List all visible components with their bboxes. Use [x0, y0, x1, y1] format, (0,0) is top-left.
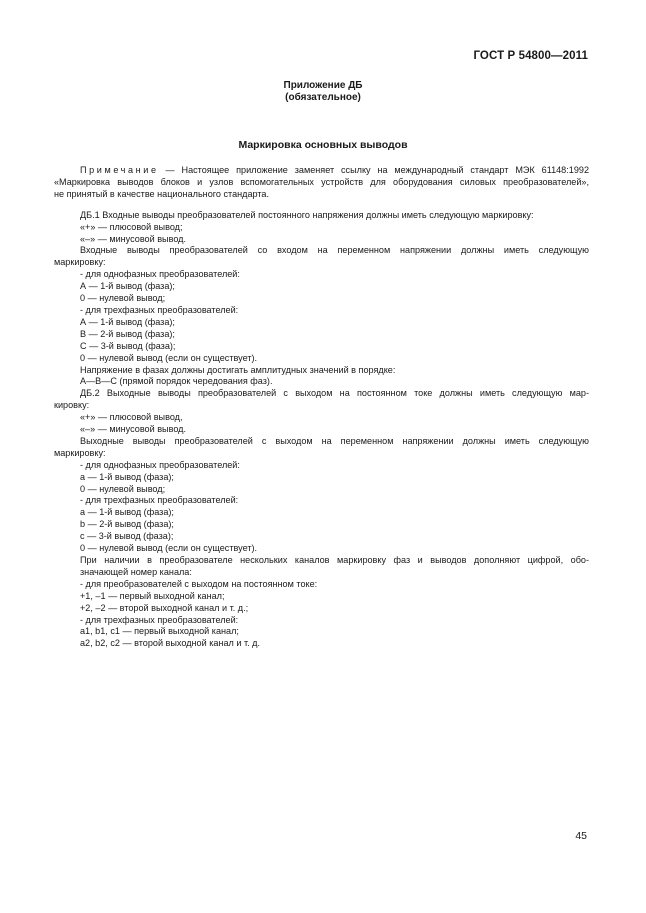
paragraph-line: ДБ.1 Входные выводы преобразователей постоянного напряжения должны иметь следующую маркировку:	[80, 209, 534, 220]
paragraph-line: «–» — минусовой вывод.	[80, 424, 187, 435]
paragraph-line: «+» — плюсовой вывод;	[80, 221, 183, 232]
appendix-title: Приложение ДБ	[283, 80, 363, 91]
paragraph-line: с — 3-й вывод (фаза);	[80, 531, 174, 542]
note-line: не принятый в качестве национального стандарта.	[54, 188, 270, 199]
paragraph-line: маркировку:	[54, 447, 106, 458]
paragraph-line: a1, b1, c1 — первый выходной канал;	[80, 626, 239, 637]
appendix-heading	[0, 80, 646, 104]
paragraph-line: «–» — минусовой вывод.	[80, 233, 187, 244]
paragraph-line: значающей номер канала:	[80, 566, 192, 577]
document-body	[54, 165, 589, 650]
paragraph-line: 0 — нулевой вывод (если он существует).	[80, 543, 258, 554]
paragraph-line: С — 3-й вывод (фаза);	[80, 340, 176, 351]
paragraph-line: +2, –2 — второй выходной канал и т. д.;	[80, 602, 249, 613]
paragraph-line: 0 — нулевой вывод (если он существует).	[80, 352, 258, 363]
paragraph-line: Входные выводы преобразователей со входом на переменном напряжении должны иметь следующую	[80, 245, 589, 256]
paragraph-line: ДБ.2 Выходные выводы преобразователей с выходом на постоянном токе должны иметь следующую мар-	[80, 388, 589, 399]
note-text: — Настоящее приложение заменяет ссылку на международный стандарт МЭК 61148:1992	[165, 165, 590, 175]
paragraph-line: а — 1-й вывод (фаза);	[80, 471, 174, 482]
note-line	[54, 165, 589, 177]
paragraph-line: 0 — нулевой вывод;	[80, 483, 166, 494]
paragraph-line: a2, b2, c2 — второй выходной канал и т. д.	[80, 638, 261, 649]
paragraph-line: При наличии в преобразователе нескольких каналов маркировку фаз и выводов дополняют цифрой, обо-	[80, 555, 589, 565]
standard-code: ГОСТ Р 54800—2011	[473, 50, 588, 62]
paragraph-line: 0 — нулевой вывод;	[80, 293, 166, 304]
note-label: Примечание	[80, 165, 159, 175]
paragraph-line: - для преобразователей с выходом на постоянном токе:	[80, 578, 318, 589]
paragraph-line: А—В—С (прямой порядок чередования фаз).	[80, 376, 273, 387]
paragraph-line: «+» — плюсовой вывод,	[80, 412, 183, 423]
page-number: 45	[575, 830, 587, 842]
note-line: «Маркировка выводов блоков и узлов вспомогательных устройств для оборудования силовых преобразователей»,	[54, 176, 589, 187]
paragraph-line: А — 1-й вывод (фаза);	[80, 281, 175, 292]
paragraph-line: А — 1-й вывод (фаза);	[80, 316, 175, 327]
paragraph-line: +1, –1 — первый выходной канал;	[80, 590, 225, 601]
paragraph-line: кировку:	[54, 400, 90, 411]
paragraph-line: - для трехфазных преобразователей:	[80, 304, 239, 315]
paragraph-line: Напряжение в фазах должны достигать амплитудных значений в порядке:	[80, 364, 396, 375]
paragraph-line: - для однофазных преобразователей:	[80, 459, 240, 470]
paragraph-line: а — 1-й вывод (фаза);	[80, 507, 174, 518]
paragraph-line: b — 2-й вывод (фаза);	[80, 519, 174, 530]
appendix-status: (обязательное)	[285, 92, 361, 103]
section-title: Маркировка основных выводов	[238, 139, 408, 151]
paragraph-line: Выходные выводы преобразователей с выходом на переменном напряжении должны иметь следующую	[80, 435, 589, 446]
paragraph-line: - для трехфазных преобразователей:	[80, 614, 239, 625]
paragraph-line: - для однофазных преобразователей:	[80, 269, 240, 280]
paragraph-line: В — 2-й вывод (фаза);	[80, 328, 175, 339]
paragraph-line: - для трехфазных преобразователей:	[80, 495, 239, 506]
paragraph-line: маркировку:	[54, 257, 106, 268]
